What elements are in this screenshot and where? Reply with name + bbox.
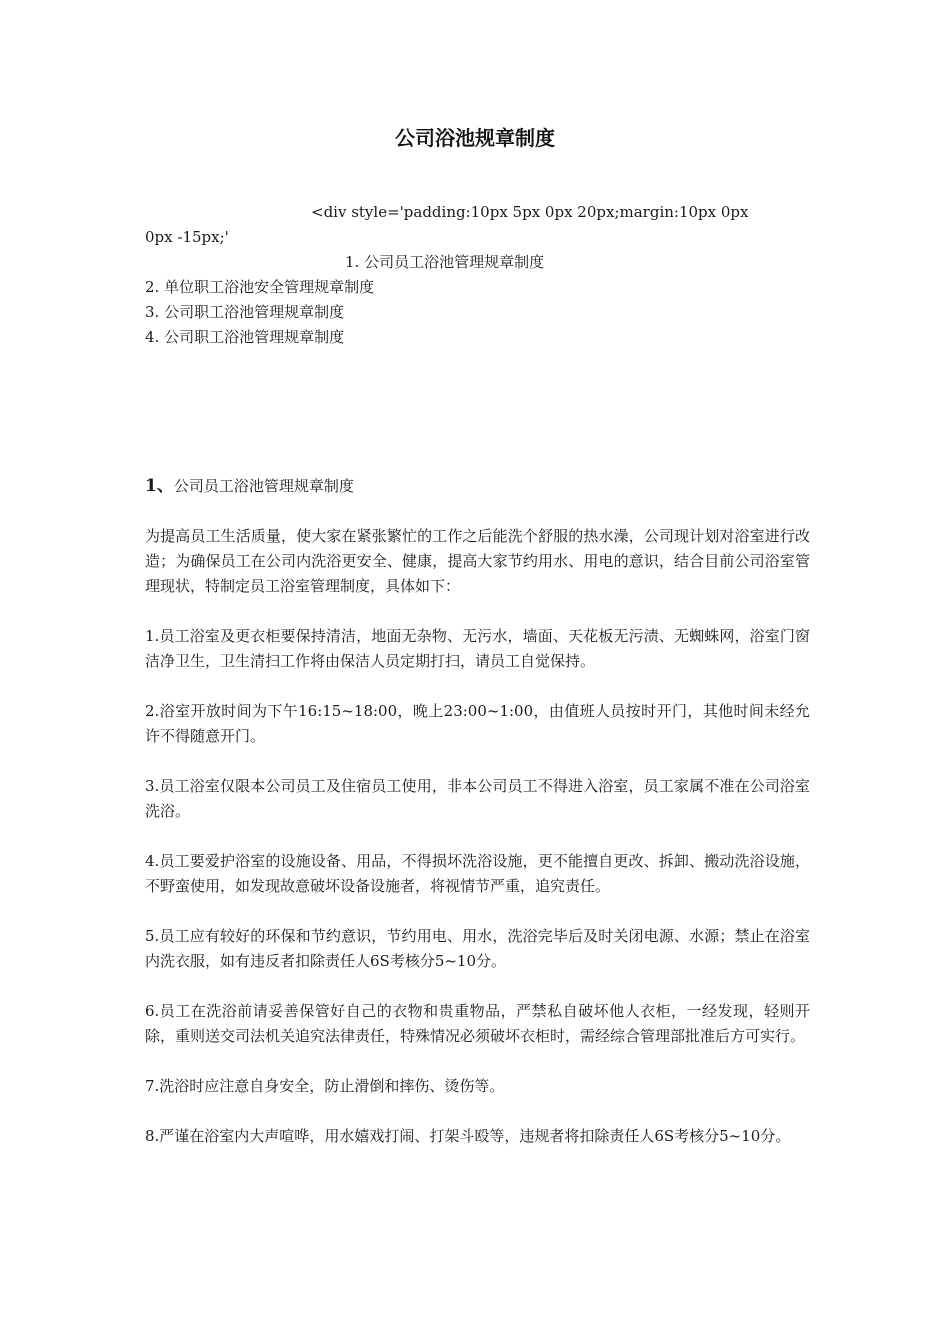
toc-raw-markup-line: 0px -15px;' (145, 228, 229, 246)
toc-item: 4. 公司职工浴池管理规章制度 (145, 328, 345, 346)
paragraph: 2.浴室开放时间为下午16:15~18:00，晚上23:00~1:00，由值班人员按时开门，其他时间未经允许不得随意开门。 (145, 702, 810, 745)
table-of-contents (145, 200, 815, 350)
toc-raw-markup-line: <div style='padding:10px 5px 0px 20px;margin:10px 0px (311, 203, 749, 221)
document-body (145, 474, 810, 1174)
section-number: 1、 (145, 476, 174, 496)
section-title: 公司员工浴池管理规章制度 (173, 477, 354, 495)
paragraph: 7.洗浴时应注意自身安全，防止滑倒和摔伤、烫伤等。 (145, 1077, 505, 1095)
paragraph: 为提高员工生活质量，使大家在紧张繁忙的工作之后能洗个舒服的热水澡，公司现计划对浴室进行改造；为确保员工在公司内洗浴更安全、健康，提高大家节约用水、用电的意识，结合目前公司浴室管理现状，特制定员工浴室管理制度，具体如下： (145, 527, 810, 595)
toc-item: 2. 单位职工浴池安全管理规章制度 (145, 278, 375, 296)
paragraph: 5.员工应有较好的环保和节约意识，节约用电、用水，洗浴完毕后及时关闭电源、水源；禁止在浴室内洗衣服，如有违反者扣除责任人6S考核分5~10分。 (145, 927, 810, 970)
toc-item: 3. 公司职工浴池管理规章制度 (145, 303, 345, 321)
paragraph: 3.员工浴室仅限本公司员工及住宿员工使用，非本公司员工不得进入浴室，员工家属不准在公司浴室洗浴。 (145, 777, 810, 820)
toc-item: 1. 公司员工浴池管理规章制度 (345, 253, 545, 271)
paragraph: 1.员工浴室及更衣柜要保持清洁，地面无杂物、无污水，墙面、天花板无污渍、无蜘蛛网，浴室门窗洁净卫生，卫生清扫工作将由保洁人员定期打扫，请员工自觉保持。 (145, 627, 810, 670)
section-heading (145, 474, 810, 499)
paragraph: 8.严谨在浴室内大声喧哗，用水嬉戏打闹、打架斗殴等，违规者将扣除责任人6S考核分5~10分。 (145, 1127, 791, 1145)
paragraph: 4.员工要爱护浴室的设施设备、用品，不得损坏洗浴设施，更不能擅自更改、拆卸、搬动洗浴设施，不野蛮使用，如发现故意破坏设备设施者，将视情节严重，追究责任。 (145, 852, 810, 895)
paragraph: 6.员工在洗浴前请妥善保管好自己的衣物和贵重物品，严禁私自破坏他人衣柜，一经发现，轻则开除，重则送交司法机关追究法律责任，特殊情况必须破坏衣柜时，需经综合管理部批准后方可实行。 (145, 1002, 810, 1045)
document-title: 公司浴池规章制度 (395, 126, 555, 150)
